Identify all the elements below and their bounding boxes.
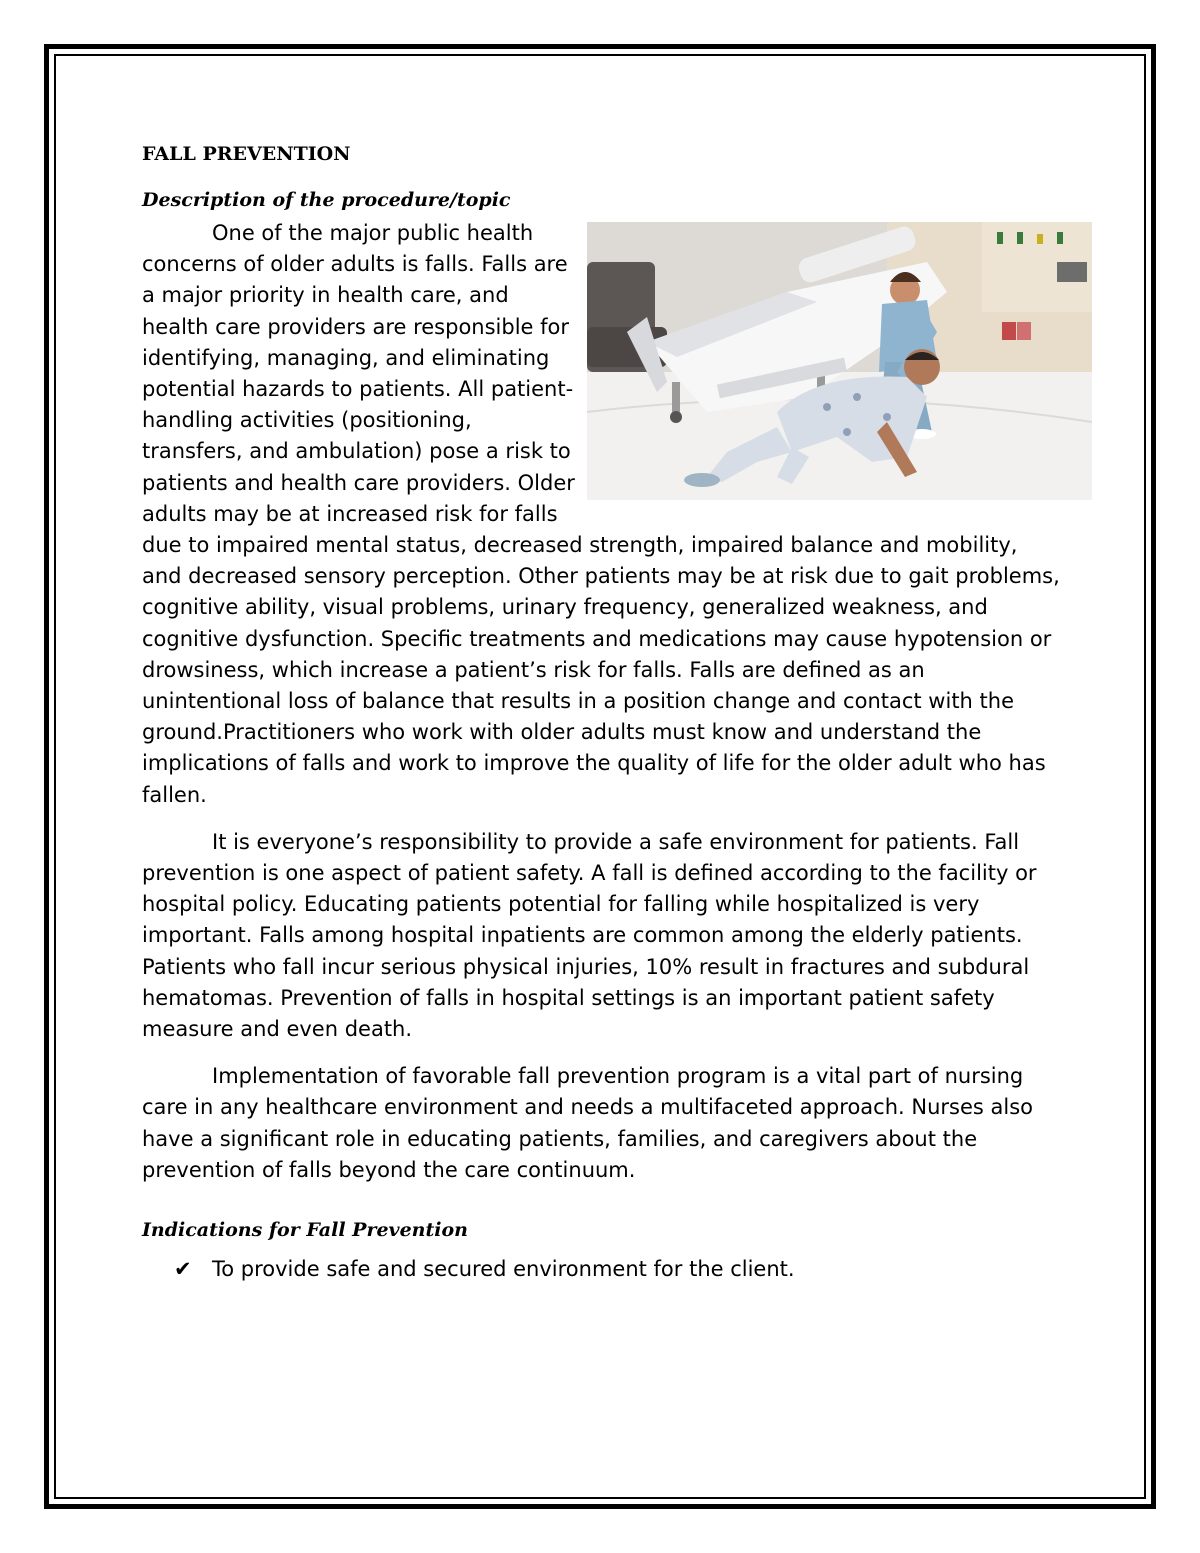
paragraph-3: Implementation of favorable fall prevention program is a vital part of nursing care in any healthcare environment and needs a multifaceted approach. Nurses also have a significant role in educating patients, families, and caregivers about the prevention of falls beyond the care continuum. xyxy=(142,1064,1033,1182)
nurse-patient-photo xyxy=(587,222,1092,500)
document-title: FALL PREVENTION xyxy=(142,143,351,165)
document-body xyxy=(142,140,1062,1285)
indications-list xyxy=(142,1254,1062,1285)
list-item xyxy=(174,1254,1062,1285)
indication-text: To provide safe and secured environment for the client. xyxy=(212,1257,795,1282)
paragraph-2: It is everyone’s responsibility to provide a safe environment for patients. Fall prevention is one aspect of patient safety. A fall is defined according to the facility or hospital policy. Educating patients potential for falling while hospitalized is very important. Falls among hospital inpatients are common among the elderly patients. Patients who fall incur serious physical injuries, 10% result in fractures and subdural hematomas. Prevention of falls in hospital settings is an important patient safety measure and even death. xyxy=(142,829,1037,1042)
checkmark-icon: ✔ xyxy=(174,1257,192,1282)
section-heading-description: Description of the procedure/topic xyxy=(142,189,511,211)
section-heading-indications: Indications for Fall Prevention xyxy=(142,1219,468,1242)
paragraph-1: One of the major public health concerns of older adults is falls. Falls are a major priority in health care, and health care providers are responsible for identifying, managing, and eliminating potential hazards to patients. All patient-handling activities (positioning, transfers, and ambulation) pose a risk to patients and health care providers. Older adults may be at increased risk for falls due to impaired mental status, decreased strength, impaired balance and mobility, and decreased sensory perception. Other patients may be at risk due to gait problems, cognitive ability, visual problems, urinary frequency, generalized weakness, and cognitive dysfunction. Specific treatments and medications may cause hypotension or drowsiness, which increase a patient’s risk for falls. Falls are defined as an unintentional loss of balance that results in a position change and contact with the ground.Practitioners who work with older adults must know and understand the implications of falls and work to improve the quality of life for the older adult who has fallen. xyxy=(142,221,1060,807)
